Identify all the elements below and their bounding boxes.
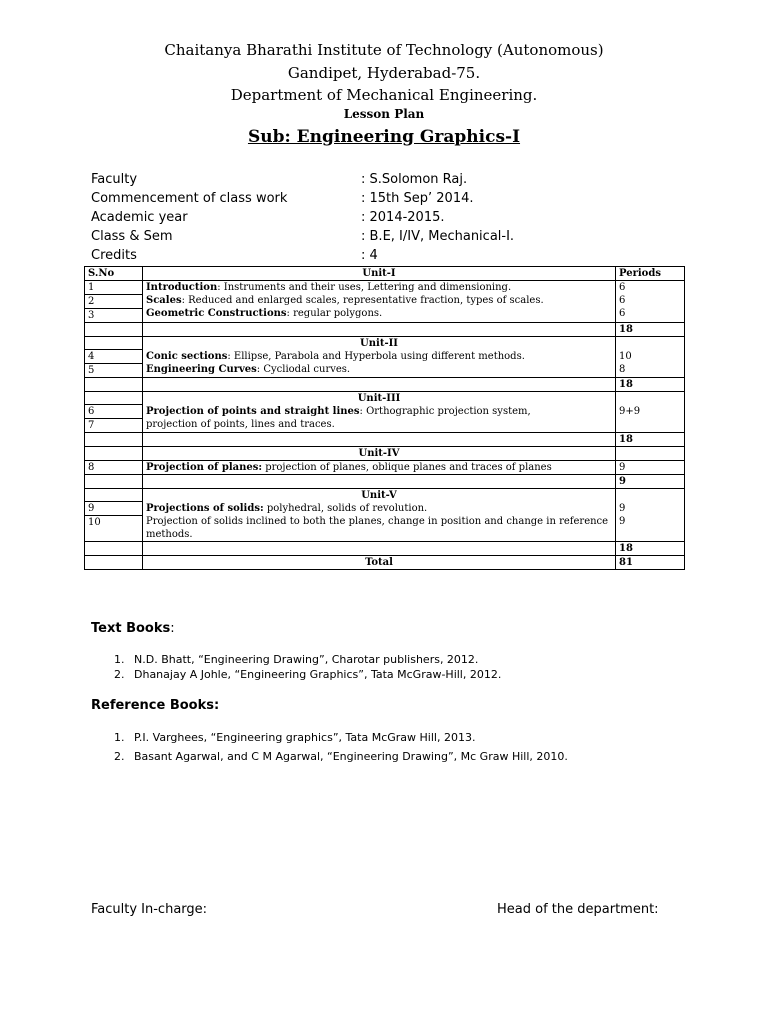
topic-text: Projection of solids inclined to both the planes, change in position and change in reference methods. xyxy=(146,516,609,540)
subtotal: 18 xyxy=(616,323,685,337)
reference-books-heading: Reference Books: xyxy=(91,698,220,713)
subtotal-row xyxy=(85,323,685,337)
sno-cell xyxy=(85,392,143,433)
periods: 8 xyxy=(619,364,626,375)
unit-title: Unit-V xyxy=(361,490,397,501)
empty-cell xyxy=(143,323,616,337)
doc-type: Lesson Plan xyxy=(343,107,425,121)
periods-cell xyxy=(616,392,685,433)
unit-title: Unit-IV xyxy=(143,447,616,461)
sno: 2 xyxy=(85,295,142,309)
sno: 5 xyxy=(88,365,95,376)
topic-text: projection of planes, oblique planes and traces of planes xyxy=(262,462,552,473)
table-row xyxy=(85,281,685,323)
total-label: Total xyxy=(143,556,616,570)
topic-cell xyxy=(143,337,616,378)
empty-cell xyxy=(616,447,685,461)
unit-title: Unit-II xyxy=(360,338,398,349)
periods-cell xyxy=(616,281,685,323)
topic-bold: Projection of points and straight lines xyxy=(146,406,360,417)
subtotal: 9 xyxy=(616,475,685,489)
sno: 8 xyxy=(85,461,143,475)
sno: 4 xyxy=(85,350,142,364)
empty-cell xyxy=(85,556,143,570)
topic-text: polyhedral, solids of revolution. xyxy=(263,503,428,514)
hod-signature-label: Head of the department: xyxy=(497,902,659,917)
table-row xyxy=(85,489,685,542)
topic-text: : Orthographic projection system, xyxy=(359,406,531,417)
periods: 6 xyxy=(619,282,626,293)
periods: 10 xyxy=(619,351,632,362)
subtotal-row xyxy=(85,475,685,489)
sno-cell xyxy=(85,489,143,542)
empty-cell xyxy=(85,447,143,461)
periods: 9+9 xyxy=(619,406,641,417)
list-item: 2. Basant Agarwal, and C M Agarwal, “Engineering Drawing”, Mc Graw Hill, 2010. xyxy=(114,750,568,763)
info-value: : 2014-2015. xyxy=(361,210,445,225)
table-row xyxy=(85,461,685,475)
sno: 6 xyxy=(85,405,142,419)
empty-cell xyxy=(143,475,616,489)
info-value: : 15th Sep’ 2014. xyxy=(361,191,474,206)
topic-cell xyxy=(143,461,616,475)
info-value: : S.Solomon Raj. xyxy=(361,172,468,187)
info-label: Commencement of class work xyxy=(91,191,288,206)
info-label: Credits xyxy=(91,248,137,263)
total-row xyxy=(85,556,685,570)
empty-cell xyxy=(85,323,143,337)
topic-bold: Projections of solids: xyxy=(146,503,264,514)
list-item: 1. P.I. Varghees, “Engineering graphics”, Tata McGraw Hill, 2013. xyxy=(114,731,476,744)
sno: 10 xyxy=(88,517,101,528)
periods: 9 xyxy=(619,503,626,514)
sno: 9 xyxy=(85,502,142,516)
topic-bold: Engineering Curves xyxy=(146,364,257,375)
topic-text: : Ellipse, Parabola and Hyperbola using different methods. xyxy=(227,351,525,362)
periods: 6 xyxy=(619,308,626,319)
table-row xyxy=(85,337,685,378)
empty-cell xyxy=(143,378,616,392)
topic-text: : regular polygons. xyxy=(286,308,383,319)
table-row xyxy=(85,392,685,433)
topic-text: : Instruments and their uses, Lettering and dimensioning. xyxy=(217,282,512,293)
periods: 9 xyxy=(619,516,626,527)
topic-bold: Projection of planes: xyxy=(146,462,263,473)
department-name: Department of Mechanical Engineering. xyxy=(230,86,538,104)
col-periods-header: Periods xyxy=(616,267,685,281)
subtotal-row xyxy=(85,542,685,556)
info-value: : B.E, I/IV, Mechanical-I. xyxy=(361,229,515,244)
topic-text: projection of points, lines and traces. xyxy=(146,419,335,430)
empty-cell xyxy=(143,542,616,556)
institute-name: Chaitanya Bharathi Institute of Technology (Autonomous) xyxy=(164,41,604,59)
periods-cell xyxy=(616,337,685,378)
info-label: Class & Sem xyxy=(91,229,173,244)
list-item: 1. N.D. Bhatt, “Engineering Drawing”, Charotar publishers, 2012. xyxy=(114,653,479,666)
periods-cell xyxy=(616,489,685,542)
empty-cell xyxy=(85,378,143,392)
periods: 6 xyxy=(619,295,626,306)
sno: 1 xyxy=(85,281,142,295)
topic-text: : Cycliodal curves. xyxy=(256,364,351,375)
sno-cell xyxy=(85,281,143,323)
col-sno-header: S.No xyxy=(85,267,143,281)
subtotal-row xyxy=(85,378,685,392)
unit-title: Unit-III xyxy=(357,393,401,404)
list-item: 2. Dhanajay A Johle, “Engineering Graphics”, Tata McGraw-Hill, 2012. xyxy=(114,668,502,681)
faculty-signature-label: Faculty In-charge: xyxy=(91,902,208,917)
institute-address: Gandipet, Hyderabad-75. xyxy=(287,64,481,82)
sno-cell xyxy=(85,337,143,378)
info-value: : 4 xyxy=(361,248,378,263)
topic-cell xyxy=(143,281,616,323)
unit-header-row xyxy=(85,447,685,461)
unit-title: Unit-I xyxy=(143,267,616,281)
empty-cell xyxy=(85,542,143,556)
sno: 7 xyxy=(88,420,95,431)
table-header-row xyxy=(85,267,685,281)
topic-cell xyxy=(143,392,616,433)
topic-text: : Reduced and enlarged scales, representative fraction, types of scales. xyxy=(181,295,544,306)
sno: 3 xyxy=(88,310,95,321)
info-label: Faculty xyxy=(91,172,138,187)
topic-bold: Scales xyxy=(146,295,182,306)
subtotal: 18 xyxy=(616,542,685,556)
lesson-plan-table xyxy=(84,266,685,570)
topic-cell xyxy=(143,489,616,542)
periods: 9 xyxy=(616,461,685,475)
empty-cell xyxy=(85,433,143,447)
text-books-heading: Text Books: xyxy=(91,621,175,636)
empty-cell xyxy=(143,433,616,447)
topic-bold: Introduction xyxy=(146,282,218,293)
empty-cell xyxy=(85,475,143,489)
topic-bold: Conic sections xyxy=(146,351,228,362)
subtotal-row xyxy=(85,433,685,447)
total-value: 81 xyxy=(616,556,685,570)
subtotal: 18 xyxy=(616,433,685,447)
subtotal: 18 xyxy=(616,378,685,392)
topic-bold: Geometric Constructions xyxy=(146,308,287,319)
subject-title: Sub: Engineering Graphics-I xyxy=(247,127,521,147)
info-label: Academic year xyxy=(91,210,188,225)
